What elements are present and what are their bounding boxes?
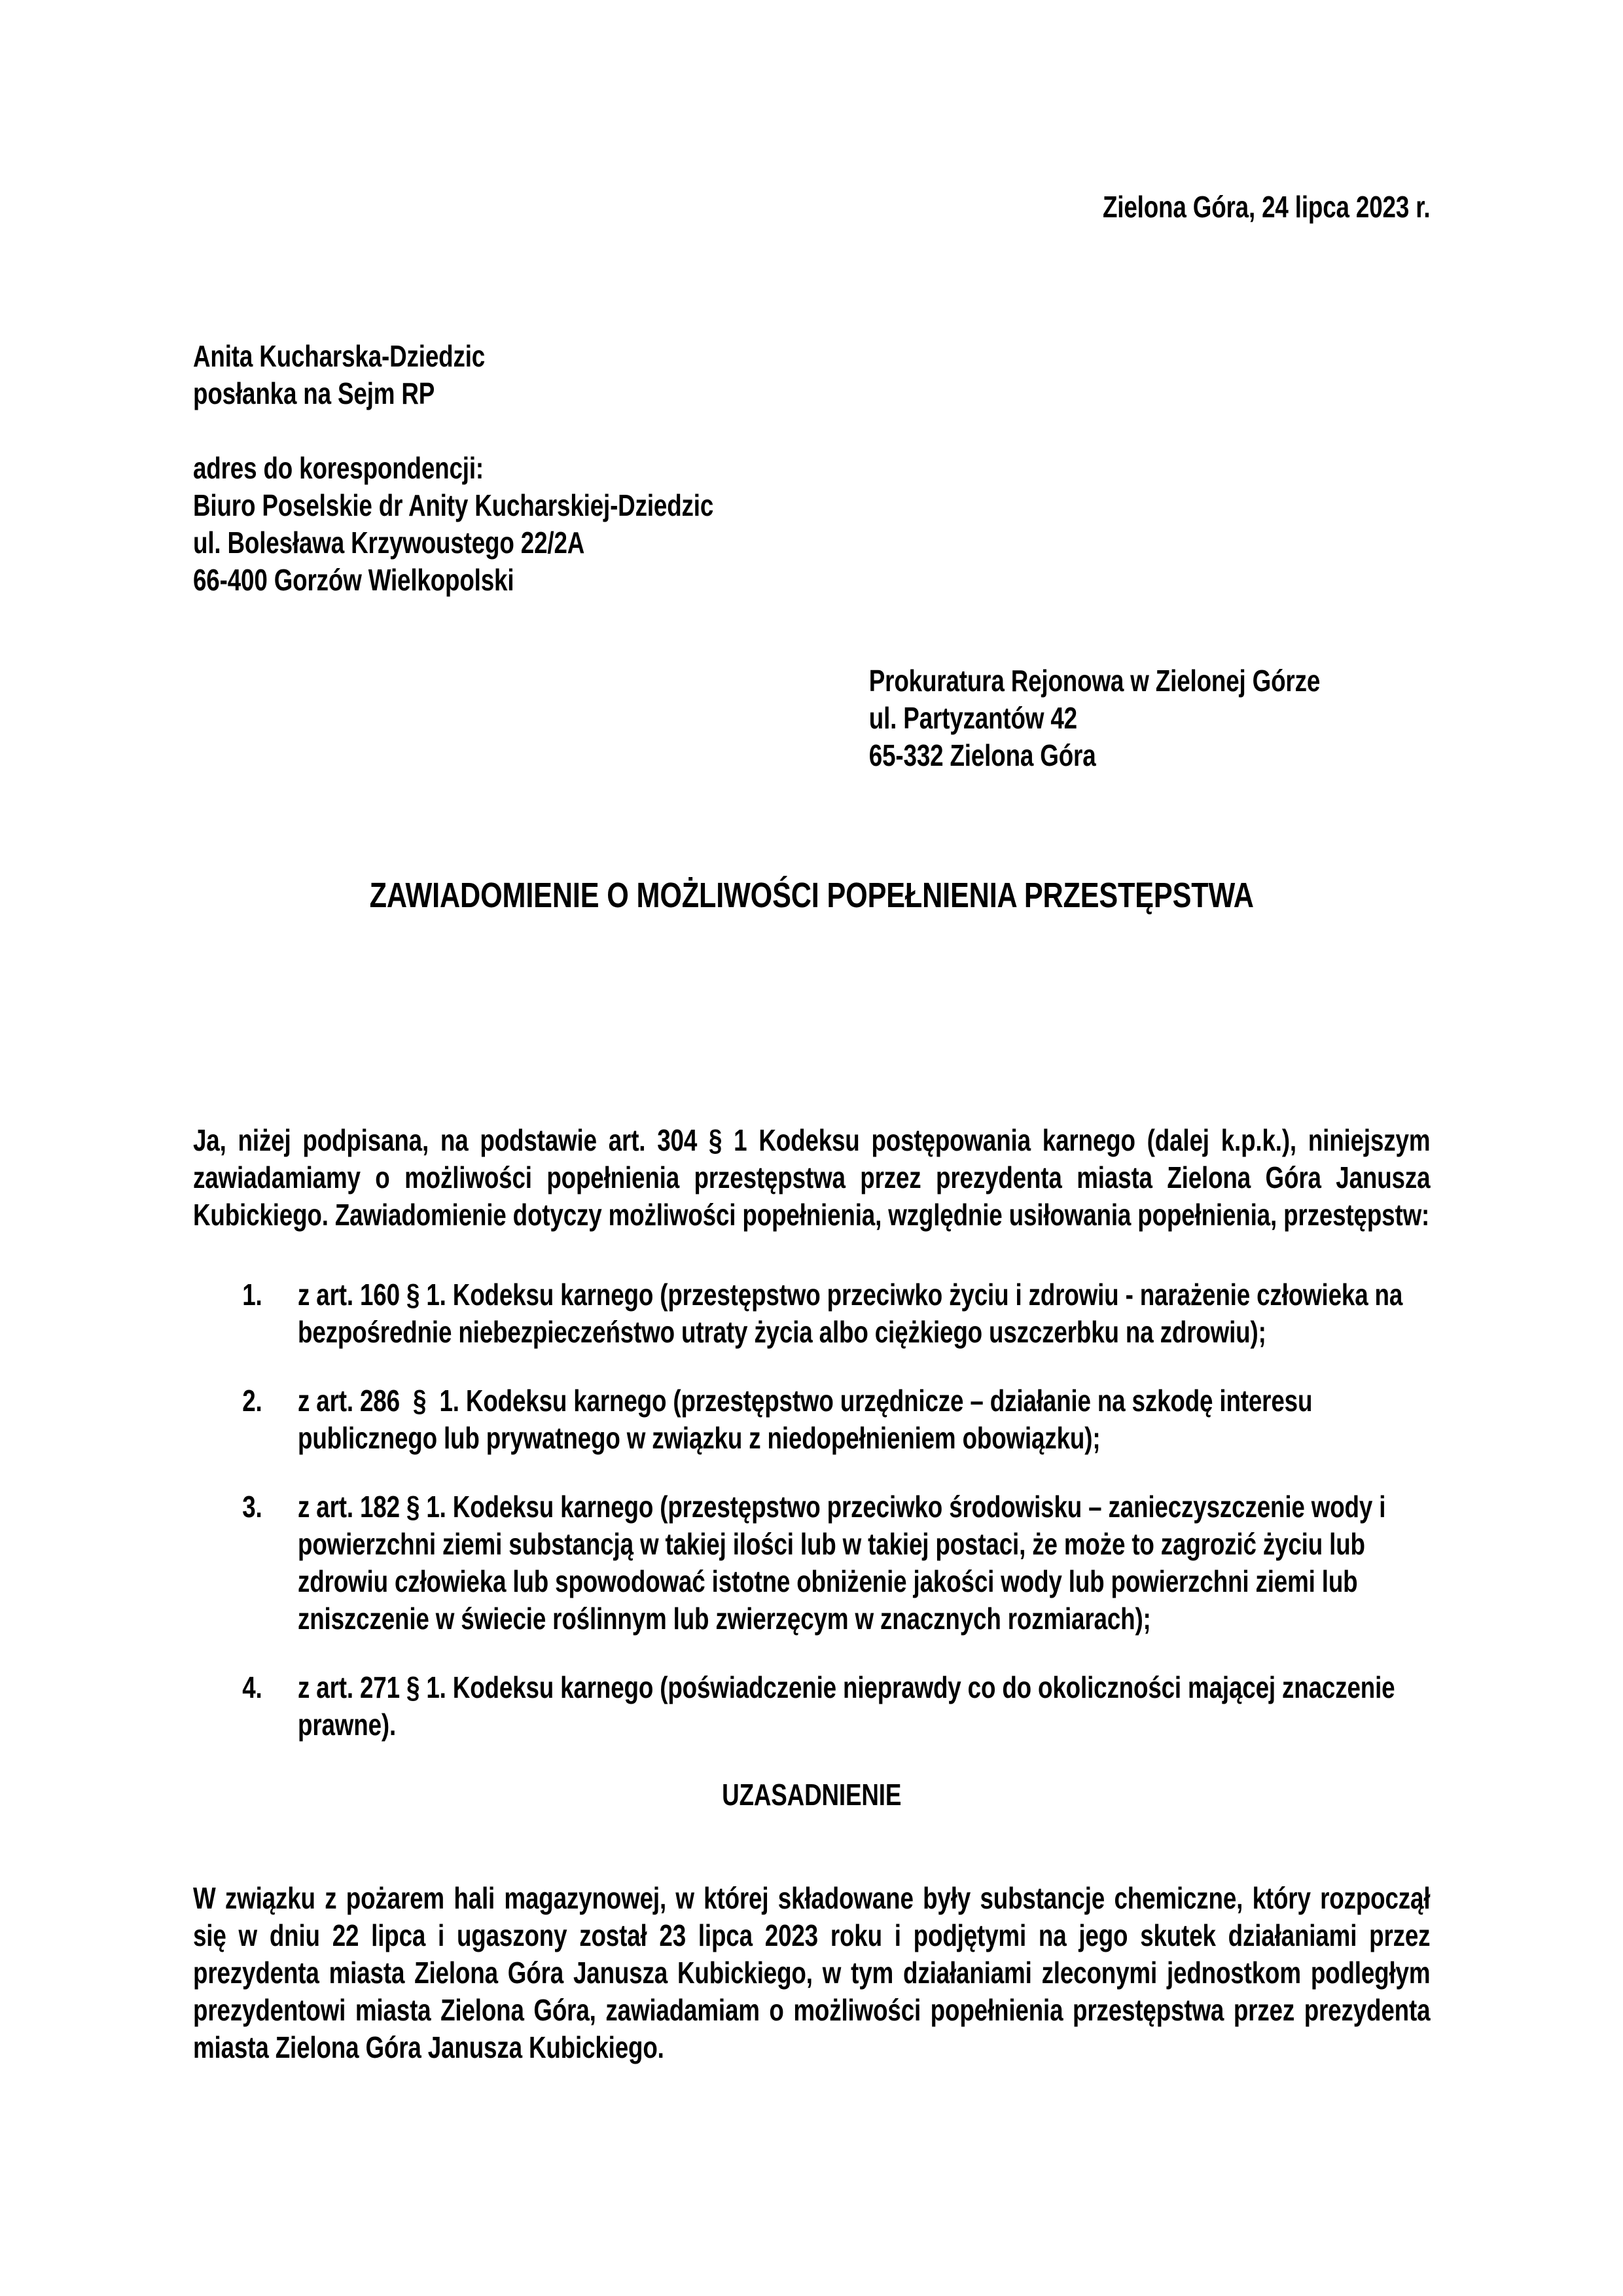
sender-address-line: 66-400 Gorzów Wielkopolski — [193, 563, 514, 597]
recipient-address-line: ul. Partyzantów 42 — [868, 701, 1077, 735]
document-content — [193, 0, 1430, 2296]
justification-paragraph: W związku z pożarem hali magazynowej, w której składowane były substancje chemiczne, który rozpoczął się w dniu 22 lipca i ugaszony został 23 lipca 2023 roku i podjętymi na jego skutek działaniami przez prezydenta miasta Zielona Góra Janusza Kubickiego, w tym działaniami zleconymi jednostkom podległym prezydentowi miasta Zielona Góra, zawiadamiam o możliwości popełnienia przestępstwa przez prezydenta miasta Zielona Góra Janusza Kubickiego. — [193, 1881, 1431, 2064]
justification-heading: UZASADNIENIE — [722, 1778, 902, 1812]
sender-address-line: ul. Bolesława Krzywoustego 22/2A — [193, 526, 585, 560]
sender-block — [193, 338, 1430, 599]
date-line: Zielona Góra, 24 lipca 2023 r. — [1102, 190, 1431, 224]
offense-text: z art. 286 § 1. Kodeksu karnego (przestępstwo urzędnicze – działanie na szkodę interesu publicznego lub prywatnego w związku z niedopełnieniem obowiązku); — [298, 1384, 1313, 1455]
intro-paragraph: Ja, niżej podpisana, na podstawie art. 304 § 1 Kodeksu postępowania karnego (dalej k.p.k.), niniejszym zawiadamiamy o możliwości popełnienia przestępstwa przez prezydenta miasta Zielona Góra Janusza Kubickiego. Zawiadomienie dotyczy możliwości popełnienia, względnie usiłowania popełnienia, przestępstw: — [193, 1123, 1431, 1232]
sender-role: posłanka na Sejm RP — [193, 376, 435, 410]
recipient-address-line: 65-332 Zielona Góra — [868, 738, 1096, 772]
document-title: ZAWIADOMIENIE O MOŻLIWOŚCI POPEŁNIENIA PRZESTĘPSTWA — [369, 876, 1254, 915]
sender-address-label: adres do korespondencji: — [193, 451, 484, 485]
sender-name: Anita Kucharska-Dziedzic — [193, 339, 486, 373]
offense-text: z art. 160 § 1. Kodeksu karnego (przestępstwo przeciwko życiu i zdrowiu - narażenie człowieka na bezpośrednie niebezpieczeństwo utraty życia albo ciężkiego uszczerbku na zdrowiu); — [298, 1278, 1403, 1349]
offense-text: z art. 182 § 1. Kodeksu karnego (przestępstwo przeciwko środowisku – zanieczyszczenie wody i powierzchni ziemi substancją w takiej ilości lub w takiej postaci, że może to zagrozić życiu lub zdrowiu człowieka lub spowodować istotne obniżenie jakości wody lub powierzchni ziemi lub zniszczenie w świecie roślinnym lub zwierzęcym w znacznych rozmiarach); — [298, 1490, 1386, 1636]
recipient-name: Prokuratura Rejonowa w Zielonej Górze — [868, 664, 1321, 698]
offense-item-4 — [298, 1669, 1430, 1744]
offenses-list — [193, 1276, 1430, 1744]
offense-item-3 — [298, 1488, 1430, 1638]
offense-text: z art. 271 § 1. Kodeksu karnego (poświadczenie nieprawdy co do okoliczności mającej znaczenie prawne). — [298, 1670, 1395, 1742]
offense-item-1 — [298, 1276, 1430, 1351]
offense-item-2 — [298, 1382, 1430, 1457]
recipient-block — [869, 662, 1320, 774]
sender-address-line: Biuro Poselskie dr Anity Kucharskiej-Dziedzic — [193, 488, 714, 522]
